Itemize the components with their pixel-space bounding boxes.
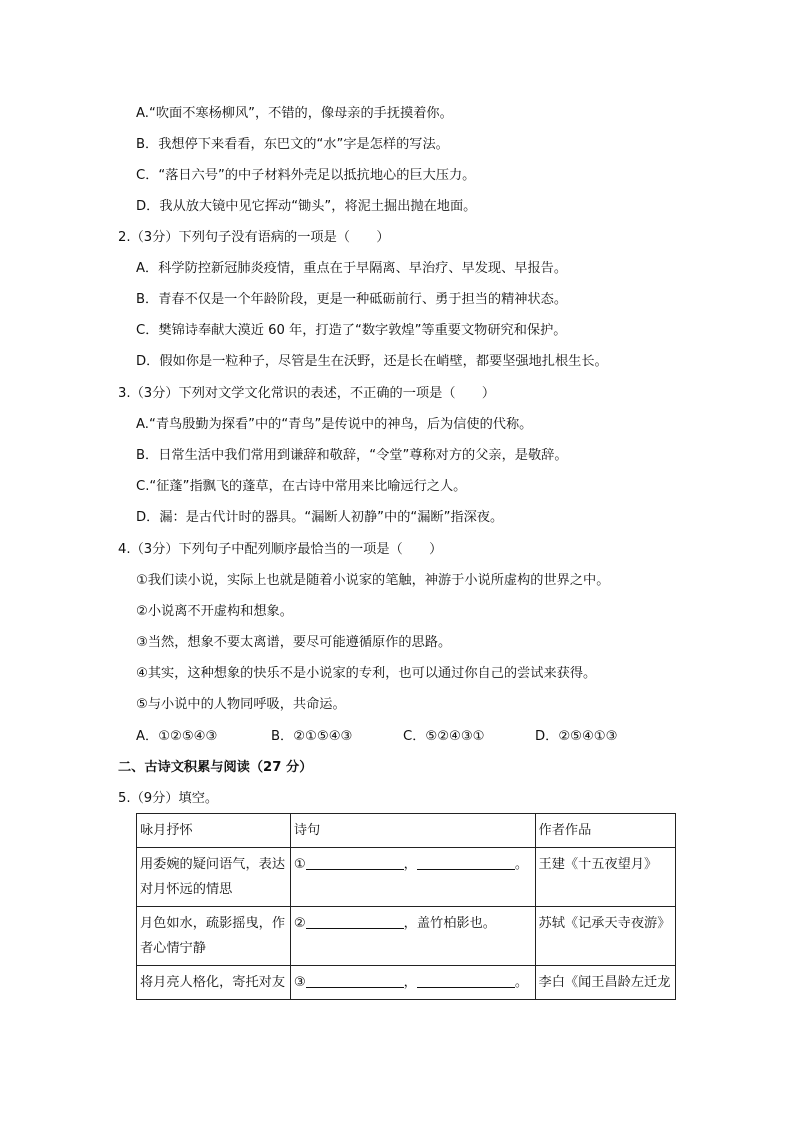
q3-option-b: B．日常生活中我们常用到谦辞和敬辞，“令堂”尊称对方的父亲，是敬辞。	[136, 448, 568, 463]
q1-option-b: B．我想停下来看看，东巴文的“水”字是怎样的写法。	[136, 137, 449, 152]
row-verse	[290, 966, 535, 1000]
fill-blank[interactable]	[417, 973, 515, 988]
header-theme: 咏月抒怀	[137, 814, 291, 848]
q4-sentence-1: ①我们读小说，实际上也就是随着小说家的笔触，神游于小说所虚构的世界之中。	[136, 573, 610, 588]
section-2-title: 二、古诗文积累与阅读（27 分）	[118, 760, 313, 775]
q4-stem: 4.（3分）下列句子中配列顺序最恰当的一项是（ ）	[118, 542, 443, 557]
verse-separator: ，	[403, 857, 417, 872]
q4-choice-d: D．②⑤④①③	[535, 729, 618, 744]
table-row	[137, 907, 676, 966]
q4-sentence-3: ③当然，想象不要太离谱，要尽可能遵循原作的思路。	[136, 635, 452, 650]
q2-option-b: B．青春不仅是一个年龄阶段，更是一种砥砺前行、勇于担当的精神状态。	[136, 292, 568, 307]
table-header-row	[137, 814, 676, 848]
q1-option-a: A.“吹面不寒杨柳风”，不错的，像母亲的手抚摸着你。	[136, 106, 453, 121]
q2-stem: 2.（3分）下列句子没有语病的一项是（ ）	[118, 230, 390, 245]
verse-separator: ，	[403, 975, 417, 990]
q4-sentence-2: ②小说离不开虚构和想象。	[136, 604, 293, 619]
q3-stem: 3.（3分）下列对文学文化常识的表述，不正确的一项是（ ）	[118, 386, 496, 401]
verse-separator: ，盖竹柏影也。	[403, 916, 496, 931]
row-verse	[290, 848, 535, 907]
blank-number: ③	[293, 975, 306, 990]
row-source: 李白《闻王昌龄左迁龙	[535, 966, 675, 1000]
row-verse	[290, 907, 535, 966]
q3-option-a: A.“青鸟殷勤为探看”中的“青鸟”是传说中的神鸟，后为信使的代称。	[136, 417, 533, 432]
q4-choice-c: C．⑤②④③①	[403, 729, 485, 744]
row-source: 王建《十五夜望月》	[535, 848, 675, 907]
q4-choices	[136, 728, 617, 746]
fill-blank[interactable]	[306, 855, 404, 870]
fill-blank[interactable]	[306, 914, 404, 929]
q2-option-a: A．科学防控新冠肺炎疫情，重点在于早隔离、早治疗、早发现、早报告。	[136, 261, 568, 276]
row-theme: 用委婉的疑问语气，表达对月怀远的情思	[137, 848, 291, 907]
row-theme: 将月亮人格化，寄托对友	[137, 966, 291, 1000]
q5-stem: 5.（9分）填空。	[118, 791, 219, 806]
row-source: 苏轼《记承天寺夜游》	[535, 907, 675, 966]
q2-option-d: D．假如你是一粒种子，尽管是生在沃野，还是长在峭壁，都要坚强地扎根生长。	[136, 354, 608, 369]
q3-option-c: C.“征蓬”指飘飞的蓬草，在古诗中常用来比喻远行之人。	[136, 479, 467, 494]
verse-end: 。	[514, 975, 529, 990]
header-verse: 诗句	[290, 814, 535, 848]
q3-option-d: D．漏：是古代计时的器具。“漏断人初静”中的“漏断”指深夜。	[136, 510, 504, 525]
q4-sentence-5: ⑤与小说中的人物同呼吸，共命运。	[136, 697, 346, 712]
q4-sentence-4: ④其实，这种想象的快乐不是小说家的专利，也可以通过你自己的尝试来获得。	[136, 666, 597, 681]
q2-option-c: C．樊锦诗奉献大漠近 60 年，打造了“数字敦煌”等重要文物研究和保护。	[136, 323, 567, 338]
fill-blank[interactable]	[306, 973, 404, 988]
q1-option-c: C．“落日六号”的中子材料外壳足以抵抗地心的巨大压力。	[136, 168, 476, 183]
q4-choice-b: B．②①⑤④③	[271, 729, 353, 744]
blank-number: ②	[293, 916, 306, 931]
blank-number: ①	[293, 857, 306, 872]
table-row	[137, 848, 676, 907]
row-theme: 月色如水，疏影摇曳，作者心情宁静	[137, 907, 291, 966]
verse-end: 。	[514, 857, 529, 872]
q1-option-d: D．我从放大镜中见它挥动“锄头”，将泥土掘出抛在地面。	[136, 199, 477, 214]
poem-fill-table	[136, 813, 676, 1000]
table-row	[137, 966, 676, 1000]
header-source: 作者作品	[535, 814, 675, 848]
fill-blank[interactable]	[417, 855, 515, 870]
q4-choice-a: A．①②⑤④③	[136, 729, 218, 744]
